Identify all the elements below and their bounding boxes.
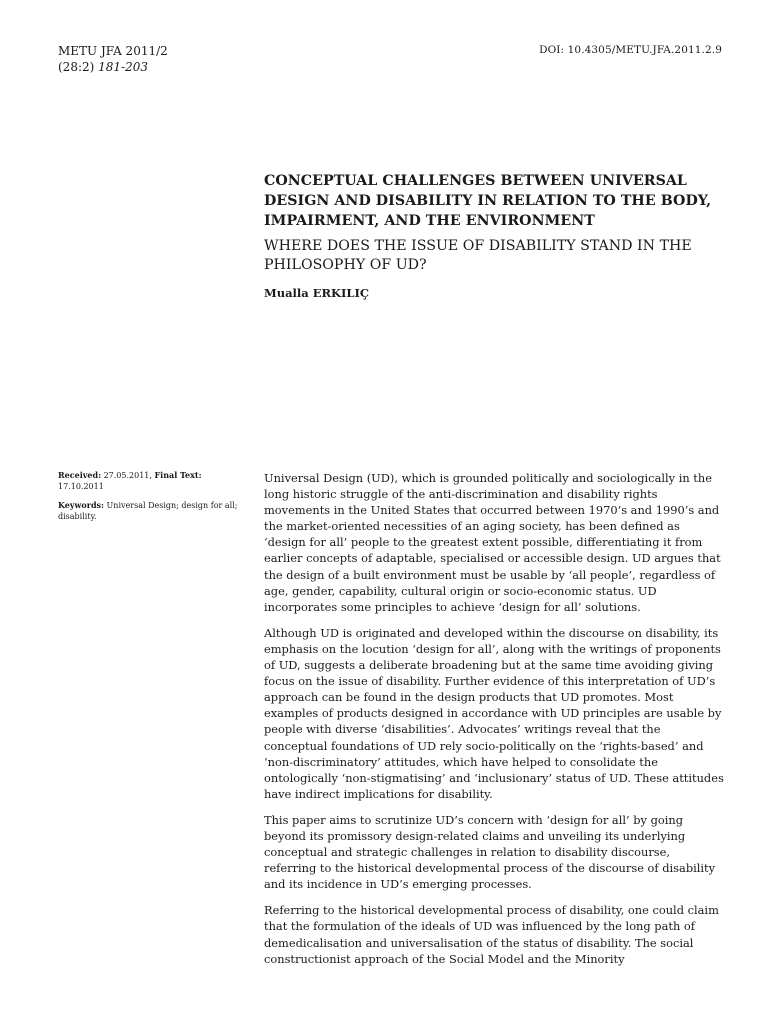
- keywords: [58, 500, 248, 522]
- final-text-label: Final Text:: [154, 470, 202, 480]
- doi: DOI: 10.4305/METU.JFA.2011.2.9: [539, 44, 722, 56]
- journal-name: METU JFA 2011/2: [58, 44, 168, 58]
- side-notes: [58, 470, 248, 522]
- received-dates: [58, 470, 248, 492]
- author-name: Mualla ERKILIÇ: [264, 286, 370, 300]
- keywords-text: Universal Design; design for all; disability.: [58, 501, 238, 521]
- received-date: 27.05.2011,: [101, 471, 155, 480]
- abstract-paragraph: Universal Design (UD), which is grounded politically and sociologically in the long historic struggle of the anti-discrimination and disability rights movements in the United States that occurred between 1970’s and 1990’s and the market-oriented necessities of an aging society, has been defined as ‘design for all’ people to the greatest extent possible, differentiating it from earlier concepts of adaptable, specialised or accessible design. UD argues that the design of a built environment must be usable by ‘all people’, regardless of age, gender, capability, cultural origin or socio-economic status. UD incorporates some principles to achieve ‘design for all’ solutions.: [264, 471, 721, 614]
- article-subtitle: WHERE DOES THE ISSUE OF DISABILITY STAND IN THE PHILOSOPHY OF UD?: [264, 238, 692, 273]
- journal-info: [58, 43, 168, 75]
- keywords-label: Keywords:: [58, 500, 105, 510]
- abstract-paragraph: This paper aims to scrutinize UD’s concern with ‘design for all’ by going beyond its promissory design-related claims and unveiling its underlying conceptual and strategic challenges in relation to disability discourse, referring to the historical developmental process of the discourse of disability and its incidence in UD’s emerging processes.: [264, 812, 716, 892]
- journal-issue-pages: [58, 59, 168, 75]
- final-text-date: 17.10.2011: [58, 482, 104, 491]
- abstract: [264, 470, 724, 977]
- abstract-paragraph: Referring to the historical developmental process of disability, one could claim that the formulation of the ideals of UD was influenced by the long path of demedicalisation and universalisation of the status of disability. The social constructionist approach of the Social Model and the Minority: [264, 903, 719, 966]
- title-block: [264, 171, 734, 301]
- journal-pages: 181-203: [98, 60, 148, 74]
- article-title: CONCEPTUAL CHALLENGES BETWEEN UNIVERSAL DESIGN AND DISABILITY IN RELATION TO THE BODY, IMPAIRMENT, AND THE ENVIRONMENT: [264, 173, 712, 229]
- received-label: Received:: [58, 470, 102, 480]
- abstract-paragraph: Although UD is originated and developed within the discourse on disability, its emphasis on the locution ‘design for all’, along with the writings of proponents of UD, suggests a deliberate broadening but at the same time avoiding giving focus on the issue of disability. Further evidence of this interpretation of UD’s approach can be found in the design products that UD promotes. Most examples of products designed in accordance with UD principles are usable by people with diverse ‘disabilities’. Advocates’ writings reveal that the conceptual foundations of UD rely socio-politically on the ‘rights-based’ and ‘non-discriminatory’ attitudes, which have helped to consolidate the ontologically ‘non-stigmatising’ and ‘inclusionary’ status of UD. These attitudes have indirect implications for disability.: [264, 625, 724, 801]
- journal-issue: (28:2): [58, 60, 99, 74]
